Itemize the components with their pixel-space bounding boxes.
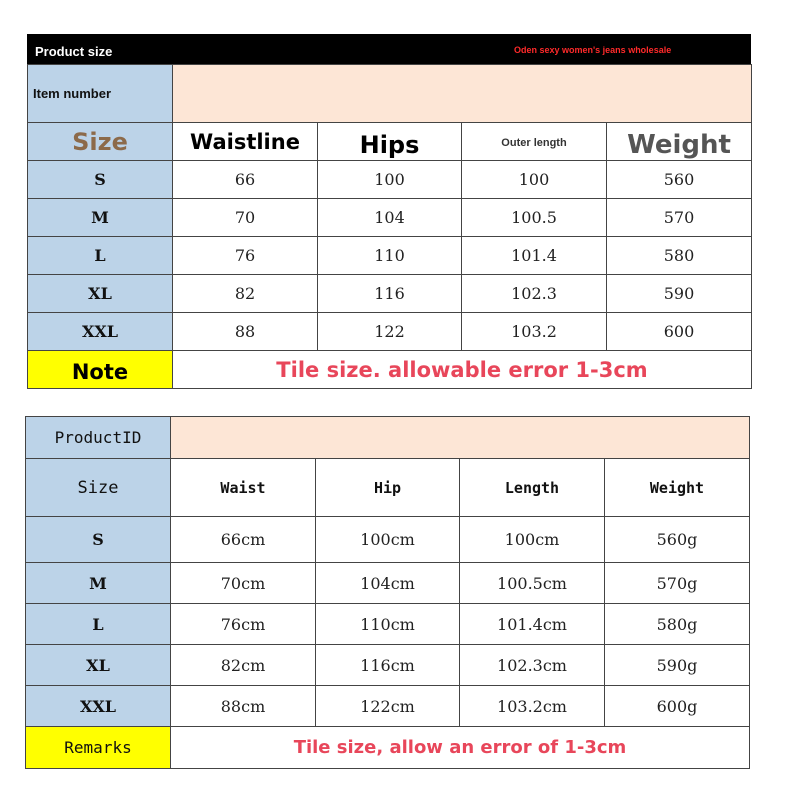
length-cell: 102.3cm [460, 645, 605, 686]
weight-cell: 600 [607, 313, 752, 351]
hip-cell: 122cm [316, 686, 460, 727]
weight-cell: 590g [605, 645, 750, 686]
size-cell: M [26, 563, 171, 604]
waist-cell: 70cm [171, 563, 316, 604]
hips-cell: 104 [318, 199, 462, 237]
length-cell: 101.4cm [460, 604, 605, 645]
waist-cell: 82cm [171, 645, 316, 686]
header-weight: Weight [607, 123, 752, 161]
remarks-row [26, 727, 750, 769]
hip-cell: 116cm [316, 645, 460, 686]
hip-cell: 104cm [316, 563, 460, 604]
outer-length-cell: 102.3 [462, 275, 607, 313]
length-cell: 103.2cm [460, 686, 605, 727]
header-hips: Hips [318, 123, 462, 161]
weight-cell: 590 [607, 275, 752, 313]
weight-cell: 580g [605, 604, 750, 645]
table-row [28, 237, 752, 275]
note-text: Tile size. allowable error 1-3cm [173, 351, 752, 389]
waistline-cell: 88 [173, 313, 318, 351]
remarks-text: Tile size, allow an error of 1-3cm [171, 727, 750, 769]
header-waistline: Waistline [173, 123, 318, 161]
size-cell: L [26, 604, 171, 645]
table-row [28, 199, 752, 237]
size-cell: XXL [28, 313, 173, 351]
size-cell: XL [26, 645, 171, 686]
weight-cell: 600g [605, 686, 750, 727]
remarks-label: Remarks [26, 727, 171, 769]
note-row [28, 351, 752, 389]
hips-cell: 100 [318, 161, 462, 199]
table-row [28, 313, 752, 351]
hips-cell: 110 [318, 237, 462, 275]
size-chart-table [27, 64, 752, 389]
weight-cell: 570 [607, 199, 752, 237]
weight-cell: 560 [607, 161, 752, 199]
product-id-value [171, 417, 750, 459]
note-label: Note [28, 351, 173, 389]
header-length: Length [460, 459, 605, 517]
table-row [26, 604, 750, 645]
weight-cell: 560g [605, 517, 750, 563]
item-number-value [173, 65, 752, 123]
outer-length-cell: 100 [462, 161, 607, 199]
waistline-cell: 70 [173, 199, 318, 237]
size-cell: XL [28, 275, 173, 313]
table-row [28, 275, 752, 313]
table-row [26, 686, 750, 727]
outer-length-cell: 100.5 [462, 199, 607, 237]
item-number-row [28, 65, 752, 123]
hip-cell: 110cm [316, 604, 460, 645]
size-cell: S [28, 161, 173, 199]
product-id-label: ProductID [26, 417, 171, 459]
length-cell: 100cm [460, 517, 605, 563]
size-chart-subtitle: Oden sexy women's jeans wholesale [514, 45, 672, 55]
table-row [26, 563, 750, 604]
weight-cell: 580 [607, 237, 752, 275]
hips-cell: 122 [318, 313, 462, 351]
item-number-label: Item number [28, 65, 173, 123]
outer-length-cell: 101.4 [462, 237, 607, 275]
size-chart-header-bar [27, 34, 751, 64]
waist-cell: 88cm [171, 686, 316, 727]
waistline-cell: 82 [173, 275, 318, 313]
outer-length-cell: 103.2 [462, 313, 607, 351]
size-chart-title: Product size [35, 44, 113, 59]
table-row [28, 161, 752, 199]
table-row [26, 517, 750, 563]
waistline-cell: 66 [173, 161, 318, 199]
hips-cell: 116 [318, 275, 462, 313]
table-header-row [26, 459, 750, 517]
waist-cell: 66cm [171, 517, 316, 563]
length-cell: 100.5cm [460, 563, 605, 604]
product-id-row [26, 417, 750, 459]
header-outer-length: Outer length [462, 123, 607, 161]
size-cell: L [28, 237, 173, 275]
header-hip: Hip [316, 459, 460, 517]
header-waist: Waist [171, 459, 316, 517]
size-chart-table-2 [25, 416, 750, 769]
header-weight: Weight [605, 459, 750, 517]
hip-cell: 100cm [316, 517, 460, 563]
table-row [26, 645, 750, 686]
waistline-cell: 76 [173, 237, 318, 275]
size-cell: XXL [26, 686, 171, 727]
weight-cell: 570g [605, 563, 750, 604]
size-cell: M [28, 199, 173, 237]
waist-cell: 76cm [171, 604, 316, 645]
header-size: Size [26, 459, 171, 517]
header-size: Size [28, 123, 173, 161]
size-cell: S [26, 517, 171, 563]
table-header-row [28, 123, 752, 161]
